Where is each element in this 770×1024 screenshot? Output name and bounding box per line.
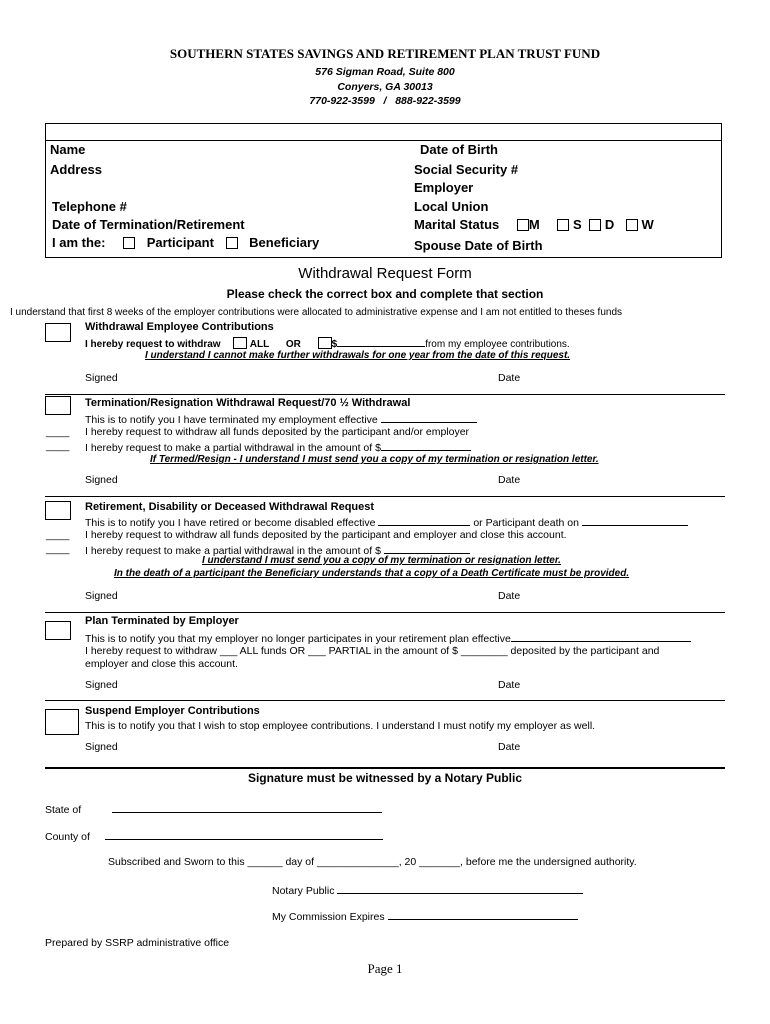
section1-amount-field[interactable] (337, 336, 425, 347)
beneficiary-checkbox[interactable] (226, 237, 238, 249)
section1-amount-checkbox[interactable] (318, 337, 332, 349)
section2-title: Termination/Resignation Withdrawal Request/70 ½ Withdrawal (85, 397, 411, 409)
section4-line1: This is to notify you that my employer no longer participates in your retirement plan effective (85, 633, 511, 645)
section1-title: Withdrawal Employee Contributions (85, 321, 274, 333)
section2-signed[interactable]: Signed (85, 474, 118, 486)
section1-checkbox[interactable] (45, 323, 71, 342)
section3-amount-field[interactable] (384, 543, 470, 554)
section2-effective-field[interactable] (381, 412, 477, 423)
section4-signed[interactable]: Signed (85, 679, 118, 691)
section3-blank-1[interactable]: ____ (46, 529, 70, 541)
section2-line2: I hereby request to withdraw all funds deposited by the participant and/or employer (85, 426, 470, 438)
role-row (52, 235, 319, 250)
beneficiary-label: Beneficiary (249, 235, 320, 250)
address-line-2: Conyers, GA 30013 (337, 81, 433, 93)
section2-line3: I hereby request to make a partial withdrawal in the amount of $ (85, 442, 381, 454)
name-label[interactable]: Name (50, 142, 86, 157)
section3-divider (45, 612, 725, 613)
section3-line3: I hereby request to make a partial withdrawal in the amount of $ (85, 545, 381, 557)
section4-line1-row (85, 631, 691, 645)
section2-blank-2[interactable]: ____ (46, 440, 70, 452)
spouse-dob-label[interactable]: Spouse Date of Birth (414, 238, 543, 253)
page-number: Page 1 (367, 961, 403, 976)
section3-checkbox[interactable] (45, 501, 71, 520)
marital-status-row (414, 217, 654, 232)
commission-row (272, 909, 578, 923)
section5-date[interactable]: Date (498, 741, 521, 753)
county-row (45, 829, 383, 843)
instruction-divider (45, 140, 722, 141)
telephone-label[interactable]: Telephone # (52, 199, 127, 214)
employer-label[interactable]: Employer (414, 180, 474, 195)
section3-line2: I hereby request to withdraw all funds deposited by the participant and employer and close this account. (85, 529, 567, 541)
divorced-checkbox[interactable] (589, 219, 601, 231)
section3-title: Retirement, Disability or Deceased Withdrawal Request (85, 501, 375, 513)
section1-notice: I understand I cannot make further withdrawals for one year from the date of this request. (145, 350, 571, 361)
state-label: State of (45, 804, 82, 816)
section3-signed[interactable]: Signed (85, 590, 118, 602)
section3-blank-2[interactable]: ____ (46, 543, 70, 555)
widowed-label: W (641, 217, 654, 232)
commission-field[interactable] (388, 909, 578, 920)
single-checkbox[interactable] (557, 219, 569, 231)
address-line-1: 576 Sigman Road, Suite 800 (315, 66, 455, 78)
i-am-label: I am the: (52, 235, 106, 250)
state-field[interactable] (112, 802, 382, 813)
section1-all-checkbox[interactable] (233, 337, 247, 349)
section4-checkbox[interactable] (45, 621, 71, 640)
section2-date[interactable]: Date (498, 474, 521, 486)
section1-dollar: $ (331, 339, 338, 350)
section3-death-date-field[interactable] (582, 515, 688, 526)
section4-line2: I hereby request to withdraw ___ ALL funds OR ___ PARTIAL in the amount of $ ________ deposited by the participant and (85, 645, 660, 657)
section5-checkbox[interactable] (45, 709, 79, 735)
section2-amount-field[interactable] (381, 440, 471, 451)
section2-line1: This is to notify you I have terminated my employment effective (85, 414, 378, 426)
section1-all: ALL (249, 339, 270, 350)
divorced-label: D (604, 217, 615, 232)
married-label: M (528, 217, 540, 232)
marital-status-label: Marital Status (414, 217, 500, 232)
local-union-label[interactable]: Local Union (414, 199, 489, 214)
widowed-checkbox[interactable] (626, 219, 638, 231)
phone-numbers: 770-922-3599 / 888-922-3599 (309, 95, 461, 107)
section2-line1-row (85, 412, 477, 426)
section3-notice1: I understand I must send you a copy of my termination or resignation letter. (202, 555, 561, 566)
section5-title: Suspend Employer Contributions (85, 705, 260, 717)
county-field[interactable] (105, 829, 383, 840)
section1-date[interactable]: Date (498, 372, 521, 384)
notary-title: Signature must be witnessed by a Notary Public (247, 771, 523, 785)
section3-effective-field[interactable] (378, 515, 470, 526)
section3-notice2: In the death of a participant the Beneficiary understands that a copy of a Death Certificate must be provided. (114, 568, 630, 579)
county-label: County of (45, 831, 90, 843)
section1-divider (45, 394, 725, 395)
married-checkbox[interactable] (517, 219, 529, 231)
form-intro: I understand that first 8 weeks of the employer contributions were allocated to administrative expense and I am not entitled to theses funds (10, 307, 623, 318)
section1-or: OR (285, 339, 301, 350)
participant-checkbox[interactable] (123, 237, 135, 249)
single-label: S (572, 217, 582, 232)
sworn-statement: Subscribed and Sworn to this ______ day of ______________, 20 _______, before me the undersigned authority. (108, 856, 637, 868)
participant-label: Participant (146, 235, 214, 250)
state-row (45, 802, 382, 816)
section1-signed[interactable]: Signed (85, 372, 118, 384)
section4-effective-field[interactable] (511, 631, 691, 642)
section2-divider (45, 496, 725, 497)
form-title: Withdrawal Request Form (298, 265, 472, 282)
organization-title: SOUTHERN STATES SAVINGS AND RETIREMENT PLAN TRUST FUND (169, 46, 601, 61)
notary-public-label: Notary Public (272, 885, 335, 897)
section3-line1: This is to notify you I have retired or become disabled effective (85, 517, 376, 529)
section1-from: from my employee contributions. (425, 339, 570, 350)
notary-divider (45, 767, 725, 769)
section4-line3: employer and close this account. (85, 658, 238, 670)
prepared-by: Prepared by SSRP administrative office (45, 937, 230, 949)
section4-title: Plan Terminated by Employer (85, 615, 239, 627)
section3-line1-row (85, 515, 688, 529)
termination-date-label[interactable]: Date of Termination/Retirement (52, 217, 245, 232)
section1-request: I hereby request to withdraw (85, 339, 221, 350)
notary-public-row (272, 883, 583, 897)
form-subtitle: Please check the correct box and complete that section (226, 287, 544, 301)
section5-signed[interactable]: Signed (85, 741, 118, 753)
section3-line1b: or Participant death on (473, 517, 579, 529)
section4-divider (45, 700, 725, 701)
section2-notice: If Termed/Resign - I understand I must send you a copy of my termination or resignation letter. (150, 454, 599, 465)
address-label[interactable]: Address (50, 162, 103, 177)
dob-label[interactable]: Date of Birth (420, 142, 498, 157)
section4-date[interactable]: Date (498, 679, 521, 691)
section2-blank-1[interactable]: ____ (46, 426, 70, 438)
section5-line1: This is to notify you that I wish to stop employee contributions. I understand I must notify my employer as well. (85, 720, 596, 732)
section2-checkbox[interactable] (45, 396, 71, 415)
section2-line3-row (85, 440, 471, 454)
section3-date[interactable]: Date (498, 590, 521, 602)
ssn-label[interactable]: Social Security # (414, 162, 519, 177)
notary-public-field[interactable] (337, 883, 583, 894)
section1-request-row (85, 336, 570, 350)
commission-label: My Commission Expires (272, 911, 385, 923)
